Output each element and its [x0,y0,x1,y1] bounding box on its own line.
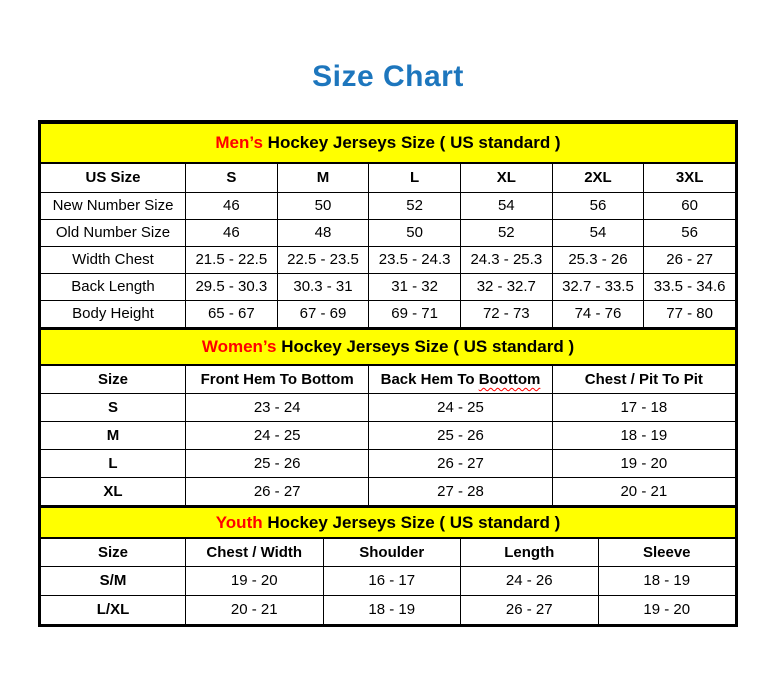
size-value: 17 - 18 [552,394,735,422]
row-label: L [41,450,186,478]
table-row-old-number-size [41,219,736,246]
row-label: Back Length [41,273,186,300]
size-value: 20 - 21 [552,478,735,506]
size-value: 50 [369,219,461,246]
womens-section-header-row [41,329,736,365]
size-value: 29.5 - 30.3 [186,273,278,300]
size-value: 52 [460,219,552,246]
size-value: 19 - 20 [552,450,735,478]
size-value: 26 - 27 [186,478,369,506]
table-row-womens-l [41,450,736,478]
column-header-size: Size [41,365,186,394]
size-value: 24 - 26 [461,566,599,595]
size-value: 19 - 20 [186,566,324,595]
table-row-womens-xl [41,478,736,506]
size-value: 25 - 26 [369,422,552,450]
size-value: 24 - 25 [369,394,552,422]
size-value: 31 - 32 [369,273,461,300]
size-value: 23 - 24 [186,394,369,422]
size-value: 54 [460,192,552,219]
column-header-s: S [186,163,278,192]
table-row-back-length [41,273,736,300]
size-value: 27 - 28 [369,478,552,506]
mens-section-title [41,123,736,163]
table-row-width-chest [41,246,736,273]
size-value: 30.3 - 31 [277,273,369,300]
column-header-2xl: 2XL [552,163,644,192]
row-label: Body Height [41,300,186,327]
column-header-us-size: US Size [41,163,186,192]
size-value: 18 - 19 [552,422,735,450]
table-row-new-number-size [41,192,736,219]
size-value: 33.5 - 34.6 [644,273,736,300]
womens-section-title-rest: Hockey Jerseys Size ( US standard ) [281,336,575,356]
size-value: 60 [644,192,736,219]
mens-section-header-row [41,123,736,163]
size-value: 48 [277,219,369,246]
size-value: 19 - 20 [598,595,736,624]
size-value: 67 - 69 [277,300,369,327]
size-value: 26 - 27 [461,595,599,624]
youth-column-header-row [41,538,736,566]
size-value: 56 [552,192,644,219]
size-value: 32.7 - 33.5 [552,273,644,300]
size-value: 65 - 67 [186,300,278,327]
column-header-sleeve: Sleeve [598,538,736,566]
row-label: S/M [41,566,186,595]
column-header-3xl: 3XL [644,163,736,192]
column-header-chest-pit: Chest / Pit To Pit [552,365,735,394]
size-value: 24 - 25 [186,422,369,450]
size-value: 54 [552,219,644,246]
row-label: L/XL [41,595,186,624]
youth-size-table [40,506,736,625]
size-value: 32 - 32.7 [460,273,552,300]
size-value: 69 - 71 [369,300,461,327]
back-hem-misspelled-word: Boottom [478,370,541,388]
column-header-chest-width: Chest / Width [186,538,324,566]
size-value: 21.5 - 22.5 [186,246,278,273]
mens-column-header-row [41,163,736,192]
table-row-youth-sm [41,566,736,595]
size-value: 46 [186,219,278,246]
table-row-womens-s [41,394,736,422]
youth-section-header-row [41,507,736,538]
column-header-l: L [369,163,461,192]
mens-section-title-rest: Hockey Jerseys Size ( US standard ) [267,133,561,152]
column-header-shoulder: Shoulder [323,538,461,566]
size-value: 56 [644,219,736,246]
mens-size-table [40,122,736,328]
youth-section-title-rest: Hockey Jerseys Size ( US standard ) [267,512,561,532]
size-value: 77 - 80 [644,300,736,327]
table-row-youth-lxl [41,595,736,624]
size-value: 25 - 26 [186,450,369,478]
size-value: 46 [186,192,278,219]
row-label: Width Chest [41,246,186,273]
row-label: M [41,422,186,450]
column-header-length: Length [461,538,599,566]
size-value: 74 - 76 [552,300,644,327]
youth-section-title [41,507,736,538]
table-row-body-height [41,300,736,327]
size-value: 16 - 17 [323,566,461,595]
size-value: 50 [277,192,369,219]
size-chart-tables [38,120,738,627]
size-value: 22.5 - 23.5 [277,246,369,273]
size-value: 20 - 21 [186,595,324,624]
back-hem-prefix: Back Hem To [380,370,479,388]
row-label: S [41,394,186,422]
size-value: 18 - 19 [598,566,736,595]
size-value: 26 - 27 [369,450,552,478]
row-label: XL [41,478,186,506]
youth-section-title-highlight: Youth [215,512,263,532]
row-label: New Number Size [41,192,186,219]
table-row-womens-m [41,422,736,450]
page-title: Size Chart [312,60,464,93]
size-value: 52 [369,192,461,219]
size-value: 26 - 27 [644,246,736,273]
mens-section-title-highlight: Men’s [215,133,263,152]
size-value: 25.3 - 26 [552,246,644,273]
column-header-size: Size [41,538,186,566]
size-value: 24.3 - 25.3 [460,246,552,273]
column-header-front-hem: Front Hem To Bottom [186,365,369,394]
womens-size-table [40,328,736,507]
size-value: 23.5 - 24.3 [369,246,461,273]
column-header-back-hem [369,365,552,394]
column-header-xl: XL [460,163,552,192]
womens-section-title-highlight: Women’s [201,336,277,356]
size-value: 72 - 73 [460,300,552,327]
row-label: Old Number Size [41,219,186,246]
womens-section-title [41,329,736,365]
size-value: 18 - 19 [323,595,461,624]
column-header-m: M [277,163,369,192]
womens-column-header-row [41,365,736,394]
